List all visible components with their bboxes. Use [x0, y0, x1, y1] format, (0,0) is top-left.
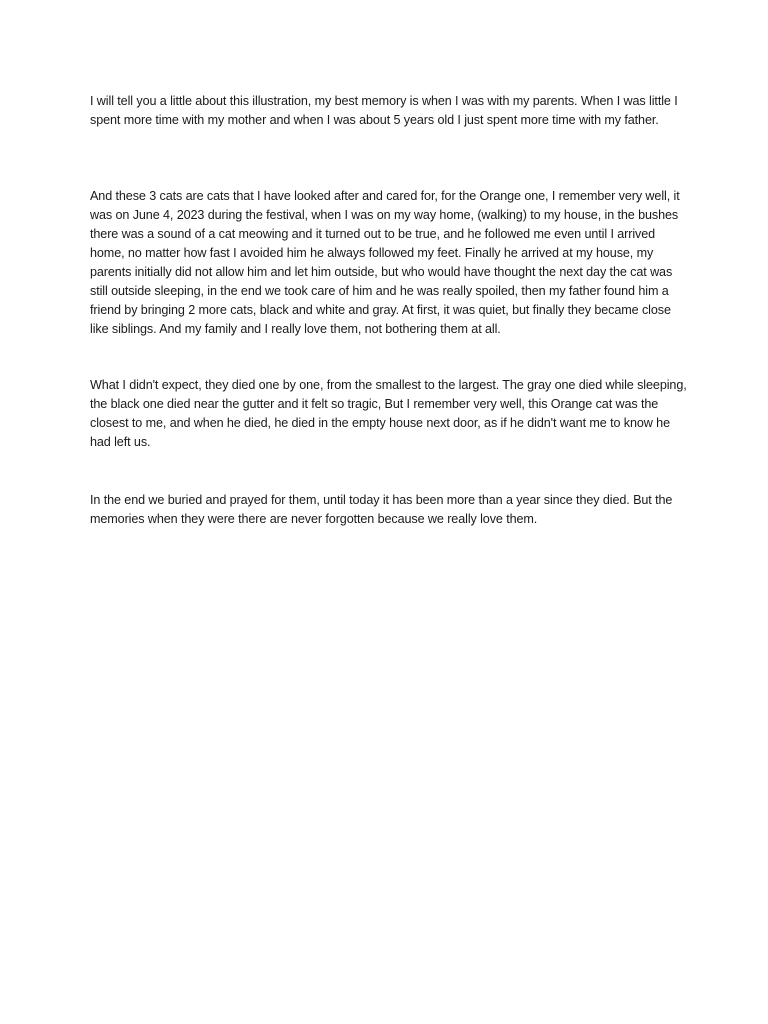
paragraph-three-cats: And these 3 cats are cats that I have looked after and cared for, for the Orange one, I remember very well, it was on June 4, 2023 during the festival, when I was on my way home, (walking) to my house, in the bushes there was a sound of a cat meowing and it turned out to be true, and he followed me even until I arrived home, no matter how fast I avoided him he always followed my feet. Finally he arrived at my house, my parents initially did not allow him and let him outside, but who would have thought the next day the cat was still outside sleeping, in the end we took care of him and he was really spoiled, then my father found him a friend by bringing 2 more cats, black and white and gray. At first, it was quiet, but finally they became close like siblings. And my family and I really love them, not bothering them at all.: [90, 189, 680, 336]
paragraph-cats-died: What I didn't expect, they died one by one, from the smallest to the largest. The gray one died while sleeping, the black one died near the gutter and it felt so tragic, But I remember very well, this Orange cat was the closest to me, and when he died, he died in the empty house next door, as if he didn't want me to know he had left us.: [90, 378, 687, 449]
paragraph-memories: In the end we buried and prayed for them, until today it has been more than a year since they died. But the memories when they were there are never forgotten because we really love them.: [90, 493, 673, 526]
paragraph-best-memory: I will tell you a little about this illustration, my best memory is when I was with my parents. When I was little I spent more time with my mother and when I was about 5 years old I just spent more time with my father.: [90, 94, 678, 127]
